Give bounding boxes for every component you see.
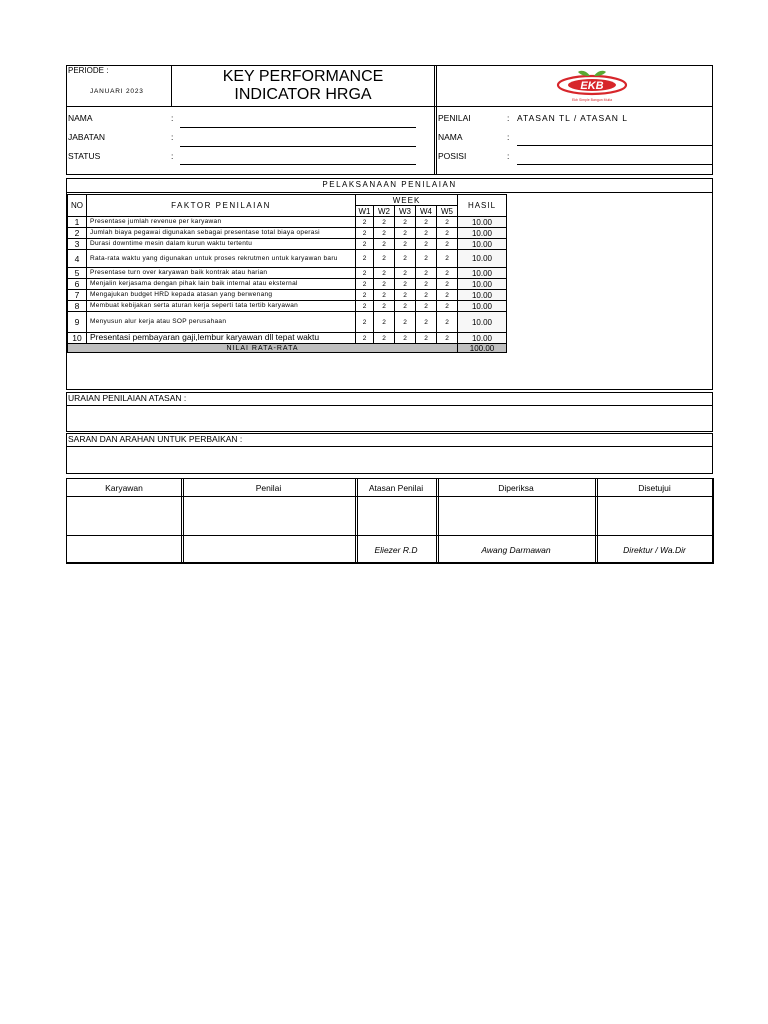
row-score-w1[interactable]: 2 xyxy=(355,300,374,312)
row-faktor: Presentase jumlah revenue per karyawan xyxy=(86,216,356,228)
signature-box[interactable] xyxy=(66,496,182,536)
nama-field[interactable] xyxy=(180,127,416,128)
row-faktor: Menyusun alur kerja atau SOP perusahaan xyxy=(86,311,356,333)
title-line-1: KEY PERFORMANCE xyxy=(222,68,384,85)
posisi-sep: : xyxy=(507,151,510,161)
row-hasil: 10.00 xyxy=(457,216,507,228)
row-score-w1[interactable]: 2 xyxy=(355,216,374,228)
nilai-rata-rata-label: NILAI RATA-RATA xyxy=(67,343,458,353)
row-score-w3[interactable]: 2 xyxy=(394,249,416,268)
row-score-w4[interactable]: 2 xyxy=(415,249,437,268)
jabatan-label: JABATAN xyxy=(68,132,105,142)
row-no: 4 xyxy=(67,249,87,268)
row-score-w4[interactable]: 2 xyxy=(415,238,437,250)
signature-name: Direktur / Wa.Dir xyxy=(595,535,714,564)
info-divider xyxy=(434,106,435,175)
saran-label: SARAN DAN ARAHAN UNTUK PERBAIKAN : xyxy=(68,434,243,444)
info-divider-2 xyxy=(436,106,437,175)
header-divider-3 xyxy=(436,65,437,107)
signature-box[interactable] xyxy=(595,496,714,536)
signature-header: Atasan Penilai xyxy=(355,478,437,497)
signature-gap xyxy=(438,478,439,563)
col-header-hasil: HASIL xyxy=(457,194,507,217)
row-score-w3[interactable]: 2 xyxy=(394,311,416,333)
signature-header: Disetujui xyxy=(595,478,714,497)
saran-input[interactable] xyxy=(67,447,712,473)
row-score-w5[interactable]: 2 xyxy=(436,267,458,279)
col-header-week: WEEK xyxy=(355,194,458,206)
row-score-w1[interactable]: 2 xyxy=(355,249,374,268)
row-no: 8 xyxy=(67,300,87,312)
row-score-w5[interactable]: 2 xyxy=(436,249,458,268)
nama-label: NAMA xyxy=(68,113,93,123)
ekb-logo-graphic xyxy=(550,68,630,104)
row-score-w5[interactable]: 2 xyxy=(436,238,458,250)
col-header-w4: W4 xyxy=(415,205,437,217)
col-header-w3: W3 xyxy=(394,205,416,217)
penilai-nama-sep: : xyxy=(507,132,510,142)
status-label: STATUS xyxy=(68,151,101,161)
header-divider-2 xyxy=(434,65,435,107)
signature-header: Penilai xyxy=(181,478,356,497)
row-no: 2 xyxy=(67,227,87,239)
row-score-w2[interactable]: 2 xyxy=(373,267,395,279)
signature-box[interactable] xyxy=(181,496,356,536)
row-score-w1[interactable]: 2 xyxy=(355,289,374,301)
signature-header: Karyawan xyxy=(66,478,182,497)
row-score-w2[interactable]: 2 xyxy=(373,311,395,333)
nama-sep: : xyxy=(171,113,174,123)
posisi-label: POSISI xyxy=(438,151,467,161)
col-header-w5: W5 xyxy=(436,205,458,217)
row-faktor: Membuat kebijakan serta aturan kerja seperti tata tertib karyawan xyxy=(86,300,356,312)
row-score-w4[interactable]: 2 xyxy=(415,332,437,344)
row-score-w1[interactable]: 2 xyxy=(355,332,374,344)
signature-name xyxy=(66,535,182,564)
jabatan-field[interactable] xyxy=(180,146,416,147)
col-header-faktor: FAKTOR PENILAIAN xyxy=(86,194,356,217)
uraian-input[interactable] xyxy=(67,406,712,431)
row-no: 5 xyxy=(67,267,87,279)
row-score-w4[interactable]: 2 xyxy=(415,278,437,290)
row-score-w5[interactable]: 2 xyxy=(436,311,458,333)
signature-header: Diperiksa xyxy=(436,478,596,497)
row-score-w1[interactable]: 2 xyxy=(355,227,374,239)
row-score-w4[interactable]: 2 xyxy=(415,267,437,279)
col-header-w1: W1 xyxy=(355,205,374,217)
section-title: PELAKSANAAN PENILAIAN xyxy=(322,180,457,189)
penilai-nama-label: NAMA xyxy=(438,132,463,142)
signature-gap xyxy=(357,478,358,563)
logo-tagline: Ekb Simple Bangun Mulia xyxy=(571,98,613,102)
row-score-w1[interactable]: 2 xyxy=(355,267,374,279)
section-title-rule xyxy=(66,192,713,193)
row-faktor: Durasi downtime mesin dalam kurun waktu tertentu xyxy=(86,238,356,250)
status-sep: : xyxy=(171,151,174,161)
row-score-w1[interactable]: 2 xyxy=(355,311,374,333)
row-hasil: 10.00 xyxy=(457,332,507,344)
row-score-w5[interactable]: 2 xyxy=(436,278,458,290)
row-score-w4[interactable]: 2 xyxy=(415,300,437,312)
col-header-no: NO xyxy=(67,194,87,217)
logo-text: EKB xyxy=(580,80,604,92)
row-score-w3[interactable]: 2 xyxy=(394,278,416,290)
row-faktor: Menjalin kerjasama dengan pihak lain baik internal atau eksternal xyxy=(86,278,356,290)
row-no: 6 xyxy=(67,278,87,290)
row-no: 1 xyxy=(67,216,87,228)
row-faktor: Jumlah biaya pegawai digunakan sebagai presentase total biaya operasi xyxy=(86,227,356,239)
row-score-w5[interactable]: 2 xyxy=(436,216,458,228)
signature-name xyxy=(181,535,356,564)
row-hasil: 10.00 xyxy=(457,289,507,301)
penilai-nama-field[interactable] xyxy=(517,145,712,146)
row-score-w2[interactable]: 2 xyxy=(373,238,395,250)
penilai-value: ATASAN TL / ATASAN L xyxy=(517,113,629,123)
row-no: 9 xyxy=(67,311,87,333)
row-hasil: 10.00 xyxy=(457,238,507,250)
row-score-w1[interactable]: 2 xyxy=(355,238,374,250)
row-score-w1[interactable]: 2 xyxy=(355,278,374,290)
signature-gap xyxy=(597,478,598,563)
company-logo xyxy=(550,68,630,104)
row-score-w2[interactable]: 2 xyxy=(373,289,395,301)
row-score-w4[interactable]: 2 xyxy=(415,216,437,228)
row-hasil: 10.00 xyxy=(457,300,507,312)
status-field[interactable] xyxy=(180,164,416,165)
row-score-w2[interactable]: 2 xyxy=(373,227,395,239)
penilai-sep: : xyxy=(507,113,510,123)
row-score-w4[interactable]: 2 xyxy=(415,311,437,333)
periode-value: JANUARI 2023 xyxy=(90,88,144,95)
row-score-w5[interactable]: 2 xyxy=(436,227,458,239)
row-hasil: 10.00 xyxy=(457,227,507,239)
title-line-2: INDICATOR HRGA xyxy=(234,86,372,103)
row-score-w2[interactable]: 2 xyxy=(373,332,395,344)
row-score-w4[interactable]: 2 xyxy=(415,227,437,239)
signature-name: Awang Darmawan xyxy=(436,535,596,564)
row-score-w2[interactable]: 2 xyxy=(373,300,395,312)
row-score-w2[interactable]: 2 xyxy=(373,216,395,228)
penilai-label: PENILAI xyxy=(438,113,471,123)
row-score-w3[interactable]: 2 xyxy=(394,300,416,312)
signature-name: Eliezer R.D xyxy=(355,535,437,564)
signature-box[interactable] xyxy=(436,496,596,536)
row-score-w3[interactable]: 2 xyxy=(394,227,416,239)
col-header-w2: W2 xyxy=(373,205,395,217)
row-faktor: Rata-rata waktu yang digunakan untuk proses rekrutmen untuk karyawan baru xyxy=(86,249,356,268)
signature-gap xyxy=(183,478,184,563)
row-score-w3[interactable]: 2 xyxy=(394,289,416,301)
row-no: 10 xyxy=(67,332,87,344)
row-score-w3[interactable]: 2 xyxy=(394,267,416,279)
row-score-w3[interactable]: 2 xyxy=(394,238,416,250)
row-score-w4[interactable]: 2 xyxy=(415,289,437,301)
jabatan-sep: : xyxy=(171,132,174,142)
row-hasil: 10.00 xyxy=(457,278,507,290)
row-hasil: 10.00 xyxy=(457,267,507,279)
row-no: 3 xyxy=(67,238,87,250)
row-score-w5[interactable]: 2 xyxy=(436,332,458,344)
periode-label: PERIODE : xyxy=(68,66,109,75)
row-score-w3[interactable]: 2 xyxy=(394,332,416,344)
posisi-field[interactable] xyxy=(517,164,712,165)
nilai-rata-rata-value: 100.00 xyxy=(457,343,507,353)
row-faktor: Presentase turn over karyawan baik kontrak atau harian xyxy=(86,267,356,279)
row-score-w2[interactable]: 2 xyxy=(373,249,395,268)
row-hasil: 10.00 xyxy=(457,249,507,268)
row-score-w3[interactable]: 2 xyxy=(394,216,416,228)
row-faktor: Mengajukan budget HRD kepada atasan yang berwenang xyxy=(86,289,356,301)
row-no: 7 xyxy=(67,289,87,301)
signature-box[interactable] xyxy=(355,496,437,536)
uraian-label: URAIAN PENILAIAN ATASAN : xyxy=(68,393,187,403)
row-hasil: 10.00 xyxy=(457,311,507,333)
row-score-w5[interactable]: 2 xyxy=(436,289,458,301)
row-score-w5[interactable]: 2 xyxy=(436,300,458,312)
row-faktor: Presentasi pembayaran gaji,lembur karyawan dll tepat waktu xyxy=(86,332,356,344)
row-score-w2[interactable]: 2 xyxy=(373,278,395,290)
